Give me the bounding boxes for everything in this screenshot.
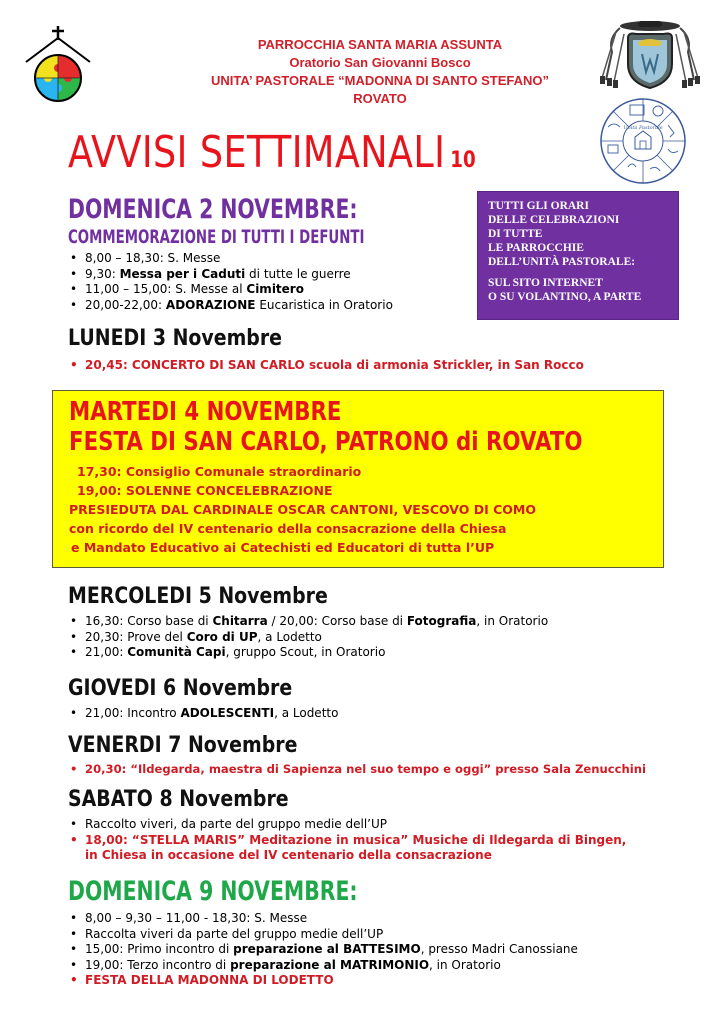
martedi-line: con ricordo del IV centenario della consacrazione della Chiesa	[69, 521, 507, 536]
item-bold: preparazione al BATTESIMO	[233, 942, 421, 956]
oratorio-name: Oratorio San Giovanni Bosco	[289, 55, 471, 70]
lunedi-title: LUNEDI 3 Novembre	[68, 326, 283, 351]
item-text: , presso Madri Canossiane	[420, 942, 578, 956]
info-line: SUL SITO INTERNET	[488, 277, 603, 289]
town-name: ROVATO	[353, 91, 407, 106]
list-item: • Raccolto viveri, da parte del gruppo medie dell’UP	[68, 817, 626, 833]
list-item	[68, 614, 548, 630]
info-line: O SU VOLANTINO, A PARTE	[488, 291, 642, 303]
domenica-9-title: DOMENICA 9 NOVEMBRE:	[68, 876, 358, 907]
venerdi-list	[68, 762, 646, 778]
martedi-line: PRESIEDUTA DAL CARDINALE OSCAR CANTONI, VESCOVO DI COMO	[69, 502, 536, 517]
item-bold: Comunità Capi	[127, 645, 226, 659]
domenica-9-list	[68, 911, 578, 989]
info-line: LE PARROCCHIE	[488, 242, 584, 254]
info-line: DELLE CELEBRAZIONI	[488, 214, 620, 226]
item-bold: preparazione al MATRIMONIO	[230, 957, 430, 972]
list-item	[68, 282, 393, 298]
sabato-list	[68, 817, 626, 864]
item-text: 11,00 – 15,00: S. Messe al	[85, 282, 247, 296]
list-item	[68, 958, 578, 974]
item-bold: Coro di UP	[186, 629, 258, 644]
list-item	[68, 251, 393, 267]
lunedi-list	[68, 358, 584, 374]
san-carlo-feast-title: FESTA DI SAN CARLO, PATRONO di ROVATO	[69, 427, 583, 457]
mercoledi-title: MERCOLEDI 5 Novembre	[68, 584, 328, 609]
list-item	[68, 630, 548, 646]
martedi-highlight-box	[52, 390, 664, 568]
info-line: DELL’UNITÀ PASTORALE:	[488, 256, 636, 268]
list-item: • 20,45: CONCERTO DI SAN CARLO scuola di armonia Strickler, in San Rocco	[68, 358, 584, 374]
list-item	[68, 645, 548, 661]
item-bold: Messa per i Caduti	[119, 266, 246, 281]
seal-text: Unità Pastorale	[623, 125, 663, 131]
item-text: 19,00: Terzo incontro di	[85, 957, 231, 972]
info-line: DI TUTTE	[488, 228, 543, 240]
item-text: 20,00-22,00:	[85, 297, 166, 312]
item-text: Eucaristica in Oratorio	[255, 297, 393, 312]
giovedi-title: GIOVEDI 6 Novembre	[68, 676, 293, 701]
item-bold: Cimitero	[246, 282, 304, 296]
martedi-title: MARTEDI 4 NOVEMBRE	[69, 397, 342, 427]
oratorio-puzzle-church-icon	[22, 24, 94, 104]
item-text: 8,00 – 9,30 – 11,00 - 18,30: S. Messe	[85, 911, 308, 925]
item-text: 21,00:	[85, 645, 128, 659]
list-item	[68, 942, 578, 958]
list-item	[68, 911, 578, 927]
item-text: / 20,00: Corso base di	[267, 614, 407, 628]
issue-number: 10	[450, 148, 476, 173]
item-bold: ADOLESCENTI	[180, 706, 275, 720]
list-item: • FESTA DELLA MADONNA DI LODETTO	[68, 973, 578, 989]
info-box	[477, 191, 679, 320]
martedi-line: 17,30: Consiglio Comunale straordinario	[77, 464, 362, 479]
item-text: , gruppo Scout, in Oratorio	[225, 645, 386, 659]
item-text: 8,00 – 18,30: S. Messe	[85, 251, 221, 265]
item-text: 16,30: Corso base di	[85, 614, 213, 628]
item-text: , a Lodetto	[274, 706, 339, 720]
list-item	[68, 267, 393, 283]
list-item	[68, 706, 338, 722]
item-bold: Fotografia	[406, 614, 477, 628]
parish-name: PARROCCHIA SANTA MARIA ASSUNTA	[257, 37, 503, 52]
item-text: Raccolta viveri da parte del gruppo medie dell’UP	[85, 926, 384, 941]
list-item	[68, 927, 578, 943]
item-text: 15,00: Primo incontro di	[85, 942, 234, 956]
list-item	[68, 833, 626, 864]
bishop-coat-of-arms-icon	[598, 20, 702, 92]
pastoral-unit-name: UNITA’ PASTORALE “MADONNA DI SANTO STEFANO”	[210, 73, 550, 88]
item-text: 21,00: Incontro	[85, 706, 181, 720]
item-text: in Chiesa in occasione del IV centenario della consacrazione	[85, 848, 492, 862]
domenica-2-subtitle: COMMEMORAZIONE DI TUTTI I DEFUNTI	[68, 226, 365, 248]
domenica-2-title: DOMENICA 2 NOVEMBRE:	[68, 194, 358, 225]
martedi-line: e Mandato Educativo ai Catechisti ed Educatori di tutta l’UP	[71, 540, 495, 555]
item-text: 9,30:	[85, 266, 120, 281]
item-bold: ADORAZIONE	[165, 297, 256, 312]
mercoledi-list	[68, 614, 548, 661]
info-line: TUTTI GLI ORARI	[488, 200, 589, 212]
item-text: , in Oratorio	[429, 957, 501, 972]
domenica-2-list	[68, 251, 393, 313]
item-bold: Chitarra	[212, 614, 268, 628]
sabato-title: SABATO 8 Novembre	[68, 787, 289, 812]
item-text: 20,30: Prove del	[85, 629, 187, 644]
item-text: , a Lodetto	[257, 629, 322, 644]
giovedi-list	[68, 706, 338, 722]
list-item	[68, 298, 393, 314]
page-title-text: AVVISI SETTIMANALI	[68, 127, 446, 178]
item-text: di tutte le guerre	[245, 266, 351, 281]
page-title	[68, 128, 476, 186]
martedi-line: 19,00: SOLENNE CONCELEBRAZIONE	[77, 483, 333, 498]
unita-pastorale-seal-icon	[598, 97, 688, 185]
item-text: , in Oratorio	[476, 614, 549, 628]
item-text: • 18,00: “STELLA MARIS” Meditazione in musica” Musiche di Ildegarda di Bingen,	[85, 832, 627, 847]
venerdi-title: VENERDI 7 Novembre	[68, 733, 298, 758]
list-item: • 20,30: “Ildegarda, maestra di Sapienza nel suo tempo e oggi” presso Sala Zenucchini	[68, 762, 646, 778]
